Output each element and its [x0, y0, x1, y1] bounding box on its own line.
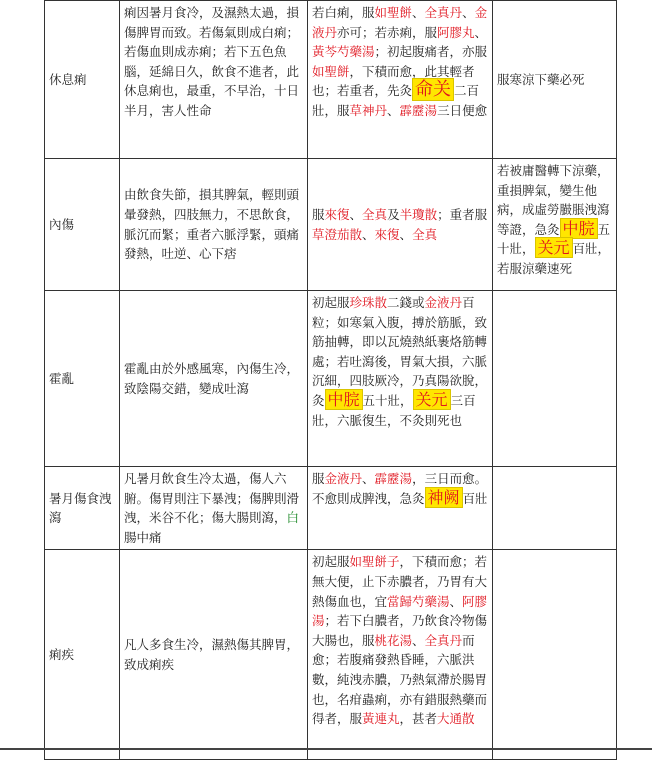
disease-name: 暑月傷食洩瀉	[45, 467, 120, 550]
remedy: 霹靂湯	[374, 471, 413, 486]
remedy: 全真丹	[424, 632, 463, 648]
note-cell	[493, 467, 617, 550]
table-row	[45, 291, 617, 467]
cause-cell: 霍亂由於外感風寒，內傷生冷，致陰陽交錯，變成吐瀉	[120, 291, 308, 467]
note-cell: 若被庸醫轉下涼藥，重損脾氣，變生他病，成虛勞臌脹洩瀉等證，急灸 中脘 五十壯， 关元 百壯，若服涼藥速死	[493, 159, 617, 291]
table-row	[45, 550, 617, 760]
cause-cell: 凡暑月飲食生冷太過，傷人六腑。傷胃則注下暴洩；傷脾則滑洩，米谷不化；傷大腸則瀉，白腸中痛	[120, 467, 308, 550]
remedy: 桃花湯	[374, 632, 413, 648]
treatment-cell: 若白痢，服如聖餅、全真丹、金液丹亦可；若赤痢，服阿膠丸、黃芩芍藥湯；初起腹痛者，亦服如聖餅，下積而愈，此其輕者也；若重者，先灸 命关 二百壯，服草神丹、霹靂湯三日便愈	[308, 1, 493, 159]
table-row	[45, 1, 617, 159]
note-cell	[493, 291, 617, 467]
remedy: 草神丹	[349, 102, 388, 118]
remedy: 黃芩芍藥湯	[312, 44, 375, 60]
table-row	[45, 159, 617, 291]
acupoint-highlight: 中脘	[560, 218, 598, 239]
remedy: 來復	[324, 206, 350, 222]
note-cell: 服寒涼下藥必死	[493, 1, 617, 159]
remedy: 如聖餅子	[349, 554, 400, 570]
treatment-cell: 服金液丹、霹靂湯，三日而愈。不愈則成脾洩，急灸 神阙 百壯	[308, 467, 493, 550]
treatment-cell: 初起服珍珠散二錢或金液丹百粒；如寒氣入腹，搏於筋脈，致筋抽轉，即以瓦燒熱紙裹烙筋轉處；若吐瀉後，胃氣大損，六脈沉細，四肢厥冷，乃真陽欲脫，灸 中脘 五十壯， 关元 三百壯，六脈復生，不灸則死也	[308, 291, 493, 467]
remedy: 全真	[362, 206, 388, 222]
remedy: 阿膠丸	[437, 24, 475, 40]
acupoint-highlight: 关元	[535, 237, 573, 258]
remedy: 黃連丸	[362, 711, 400, 727]
acupoint-highlight: 关元	[413, 389, 451, 410]
remedy: 珍珠散	[349, 295, 388, 310]
treatment-cell: 初起服如聖餅子，下積而愈；若無大便，止下赤膿者，乃胃有大熱傷血也，宜當歸芍藥湯、阿膠湯；若下白膿者，乃飲食冷物傷大腸也，服桃花湯、全真丹而愈；若腹痛發熱昏睡，六脈洪數，純洩赤膿，乃熱氣滯於腸胃也，名疳蟲痢，亦有錯服熱藥而得者，服黃連丸，甚者大通散	[308, 550, 493, 760]
acupoint-highlight: 命关	[412, 78, 454, 101]
remedy: 來復	[374, 226, 400, 242]
disease-name: 痢疾	[45, 550, 120, 760]
remedy: 半瓊散	[399, 206, 438, 222]
treatment-table	[44, 0, 617, 760]
table-row	[45, 467, 617, 550]
remedy: 金液丹	[424, 295, 463, 310]
acupoint-highlight: 神阙	[425, 487, 463, 508]
remedy: 當歸芍藥湯	[387, 593, 450, 609]
remedy: 金液丹	[324, 471, 363, 486]
remedy: 霹靂湯	[399, 102, 438, 118]
page-bottom-rule	[0, 748, 652, 750]
acupoint-highlight: 中脘	[325, 389, 363, 410]
disease-name: 霍亂	[45, 291, 120, 467]
remedy: 大通散	[437, 711, 475, 727]
disease-name: 休息痢	[45, 1, 120, 159]
cause-cell: 痢因暑月食冷，及濕熱太過，損傷脾胃而致。若傷氣則成白痢；若傷血則成赤痢；若下五色魚腦，延綿日久，飲食不進者，此休息痢也，最重，不早治，十日半月，害人性命	[120, 1, 308, 159]
remedy: 全真	[412, 226, 438, 242]
remedy: 全真丹	[424, 5, 463, 20]
note-cell	[493, 550, 617, 760]
cause-cell: 由飲食失節，損其脾氣，輕則頭暈發熱，四肢無力，不思飲食，脈沉而緊；重者六脈浮緊，頭痛發熱，吐逆、心下痞	[120, 159, 308, 291]
remedy: 如聖餅	[312, 63, 350, 79]
remedy: 如聖餅	[374, 5, 413, 20]
remedy: 金液丹	[312, 5, 488, 40]
treatment-cell: 服來復、全真及半瓊散；重者服草澄茄散、來復、全真	[308, 159, 493, 291]
remedy: 阿膠湯	[312, 593, 488, 629]
remedy: 草澄茄散	[312, 226, 363, 242]
disease-name: 內傷	[45, 159, 120, 291]
cause-cell: 凡人多食生冷，濕熱傷其脾胃，致成痢疾	[120, 550, 308, 760]
